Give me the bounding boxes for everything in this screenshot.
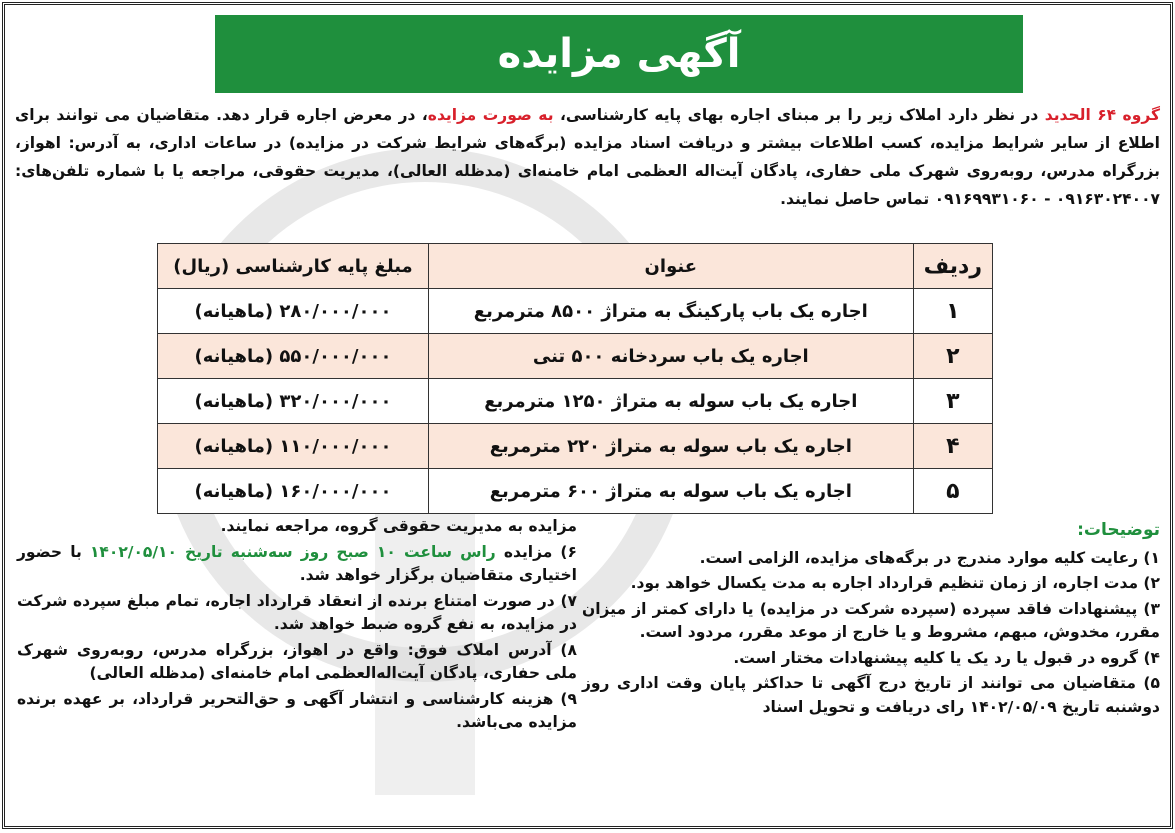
notes-left-column [17,515,577,737]
note-item: ۸) آدرس املاک فوق: واقع در اهواز، بزرگراه مدرس، روبه‌روی شهرک ملی حفاری، پادگان آیت‌اله‌العظمی امام خامنه‌ای (مدظله العالی) [17,640,577,682]
note-item: ۱) رعایت کلیه موارد مندرج در برگه‌های مزایده، الزامی است. [699,548,1160,567]
auction-datetime: راس ساعت ۱۰ صبح روز سه‌شنبه تاریخ ۱۴۰۲/۰۵/۱۰ [89,542,496,561]
note-item-6 [17,541,577,588]
row-price: ۳۲۰/۰۰۰/۰۰۰ (ماهیانه) [158,379,429,424]
notes-right-column [582,519,1160,721]
header-title: عنوان [429,244,914,289]
auction-method: به صورت مزایده [427,106,554,124]
row-price: ۱۶۰/۰۰۰/۰۰۰ (ماهیانه) [158,469,429,514]
header-price: مبلغ پایه کارشناسی (ریال) [158,244,429,289]
row-title: اجاره یک باب سردخانه ۵۰۰ تنی [429,334,914,379]
note-item: ۳) پیشنهادات فاقد سپرده (سپرده شرکت در مزایده) یا دارای کمتر از میزان مقرر، مخدوش، مبهم، مشروط و یا خارج از موعد مقرر، مردود است. [582,599,1160,641]
note-item: ۴) گروه در قبول یا رد یک یا کلیه پیشنهادات مختار است. [733,648,1160,667]
notes-heading: توضیحات: [1077,520,1160,540]
note-item: ۷) در صورت امتناع برنده از انعقاد قرارداد اجاره، تمام مبلغ سپرده شرکت در مزایده، به نفع گروه ضبط خواهد شد. [17,591,577,633]
row-number: ۴ [913,424,992,469]
row-number: ۳ [913,379,992,424]
note-6-prefix: ۶) مزایده [495,542,577,561]
intro-paragraph [15,101,1160,213]
note-continuation: مزایده به مدیریت حقوقی گروه، مراجعه نمایند. [220,517,577,535]
table-row [158,379,993,424]
row-title: اجاره یک باب سوله به متراژ ۱۲۵۰ مترمربع [429,379,914,424]
title-banner [215,15,1023,93]
note-item: ۲) مدت اجاره، از زمان تنظیم قرارداد اجاره به مدت یکسال خواهد بود. [630,574,1160,592]
table-row [158,334,993,379]
note-6-suffix: با حضور اختیاری متقاضیان برگزار خواهد شد. [17,542,577,584]
table-row [158,424,993,469]
note-item: ۹) هزینه کارشناسی و انتشار آگهی و حق‌التحریر قرارداد، بر عهده برنده مزایده می‌باشد. [17,689,577,731]
intro-text-2: ، در معرض اجاره قرار دهد. متقاضیان می توانند برای اطلاع از سایر شرایط مزایده، کسب اطلاعات بیشتر و دریافت اسناد مزایده (برگه‌های شرایط شرکت در مزایده) در ساعات اداری، به آدرس: اهواز، بزرگراه مدرس، روبه‌روی شهرک ملی حفاری، پادگان آیت‌اله العظمی امام خامنه‌ای (مدظله العالی)، مدیریت حقوقی، مراجعه یا با شماره تلفن‌های: ۰۹۱۶۳۰۲۴۰۰۷ - ۰۹۱۶۹۹۳۱۰۶۰ تماس حاصل نمایند. [15,106,1160,208]
note-item: ۵) متقاضیان می توانند از تاریخ درج آگهی تا حداکثر پایان وقت اداری روز دوشنبه تاریخ ۱۴۰۲/۰۵/۰۹ رای دریافت و تحویل اسناد [582,674,1160,716]
company-name: گروه ۶۴ الحدید [1044,106,1160,124]
table-row [158,289,993,334]
properties-table [157,243,993,514]
row-price: ۵۵۰/۰۰۰/۰۰۰ (ماهیانه) [158,334,429,379]
page-title: آگهی مزایده [497,31,741,77]
row-title: اجاره یک باب پارکینگ به متراژ ۸۵۰۰ مترمربع [429,289,914,334]
header-row-number: ردیف [913,244,992,289]
row-title: اجاره یک باب سوله به متراژ ۲۲۰ مترمربع [429,424,914,469]
row-title: اجاره یک باب سوله به متراژ ۶۰۰ مترمربع [429,469,914,514]
table-header-row [158,244,993,289]
row-price: ۲۸۰/۰۰۰/۰۰۰ (ماهیانه) [158,289,429,334]
row-price: ۱۱۰/۰۰۰/۰۰۰ (ماهیانه) [158,424,429,469]
auction-notice-page [2,2,1173,829]
intro-text-1: در نظر دارد املاک زیر را بر مبنای اجاره بهای پایه کارشناسی، [553,106,1045,124]
row-number: ۱ [913,289,992,334]
table-row [158,469,993,514]
row-number: ۵ [913,469,992,514]
row-number: ۲ [913,334,992,379]
